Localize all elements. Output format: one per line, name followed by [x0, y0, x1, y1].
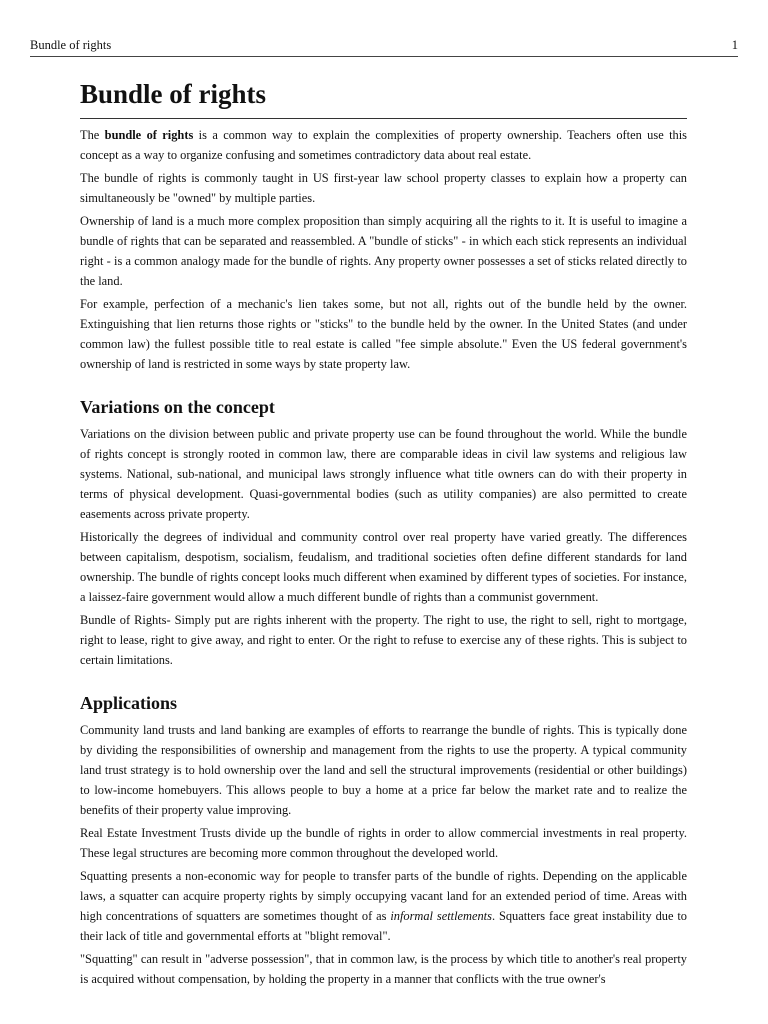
variations-paragraph-2: Historically the degrees of individual and community control over real property have varied greatly. The differences between capitalism, despotism, socialism, feudalism, and traditional societies often define different standards for land ownership. The bundle of rights concept looks much different when examined by different types of societies. For instance, a laissez-faire government would allow a much different bundle of rights than a communist government.	[80, 530, 687, 604]
section-heading-variations: Variations on the concept	[80, 397, 275, 417]
applications-paragraph-2: Real Estate Investment Trusts divide up the bundle of rights in order to allow commercial investments in real property. These legal structures are becoming more common throughout the developed world.	[80, 826, 687, 860]
intro-paragraph-3: Ownership of land is a much more complex proposition than simply acquiring all the rights to it. It is useful to imagine a bundle of rights that can be separated and reassembled. A "bundle of sticks" - in which each stick represents an individual right - is a common analogy made for the bundle of rights. Any property owner possesses a set of sticks related directly to the land.	[80, 214, 687, 288]
applications-paragraph-4: "Squatting" can result in "adverse possession", that in common law, is the process by which title to another's real property is acquired without compensation, by holding the property in a manner that conflicts with the true owner's	[80, 952, 687, 986]
running-header-title: Bundle of rights	[30, 38, 112, 52]
applications-paragraph-3	[80, 866, 687, 946]
variations-paragraph-3: Bundle of Rights- Simply put are rights inherent with the property. The right to use, the right to sell, right to mortgage, right to lease, right to give away, and right to enter. Or the right to refuse to exercise any of these rights. This is subject to certain limitations.	[80, 613, 687, 667]
page-number: 1	[731, 38, 738, 52]
page-title: Bundle of rights	[80, 76, 687, 119]
intro-text-prefix: The	[80, 128, 105, 142]
intro-text-rest: is a common way to explain the complexities of property ownership. Teachers often use this concept as a way to organize confusing and sometimes contradictory data about real estate.	[80, 128, 687, 162]
applications-text-rest: . Squatters face great instability due to their lack of title and governmental efforts at "blight removal".	[80, 909, 687, 943]
italic-term: informal settlements	[390, 909, 492, 923]
article-body	[80, 76, 687, 989]
intro-paragraph-2: The bundle of rights is commonly taught in US first-year law school property classes to explain how a property can simultaneously be "owned" by multiple parties.	[80, 171, 687, 205]
running-header	[30, 36, 738, 57]
applications-text-prefix: Squatting presents a non-economic way for people to transfer parts of the bundle of rights. Depending on the applicable laws, a squatter can acquire property rights by simply occupying vacant land for an extended period of time. Areas with high concentrations of squatters are sometimes thought of as	[80, 869, 687, 923]
intro-paragraph-1	[80, 125, 687, 165]
bold-term: bundle of rights	[104, 128, 194, 142]
section-heading-applications: Applications	[80, 693, 178, 713]
applications-paragraph-1: Community land trusts and land banking are examples of efforts to rearrange the bundle of rights. This is typically done by dividing the responsibilities of ownership and management from the rights to use the property. A typical community land trust strategy is to hold ownership over the land and sell the structural improvements (residential or other buildings) to low-income homebuyers. This allows people to buy a home at a price far below the market rate and to realize the benefits of their property value improving.	[80, 723, 687, 817]
variations-paragraph-1: Variations on the division between public and private property use can be found throughout the world. While the bundle of rights concept is strongly rooted in common law, there are comparable ideas in civil law systems and religious law systems. National, sub-national, and municipal laws strongly influence what title owners can do with their property in terms of physical development. Quasi-governmental bodies (such as utility companies) are also permitted to create easements across private property.	[80, 427, 687, 521]
intro-paragraph-4: For example, perfection of a mechanic's lien takes some, but not all, rights out of the bundle held by the owner. Extinguishing that lien returns those rights or "sticks" to the bundle held by the owner. In the United States (and under common law) the fullest possible title to real estate is called "fee simple absolute." Even the US federal government's ownership of land is restricted in some ways by state property law.	[80, 297, 687, 371]
